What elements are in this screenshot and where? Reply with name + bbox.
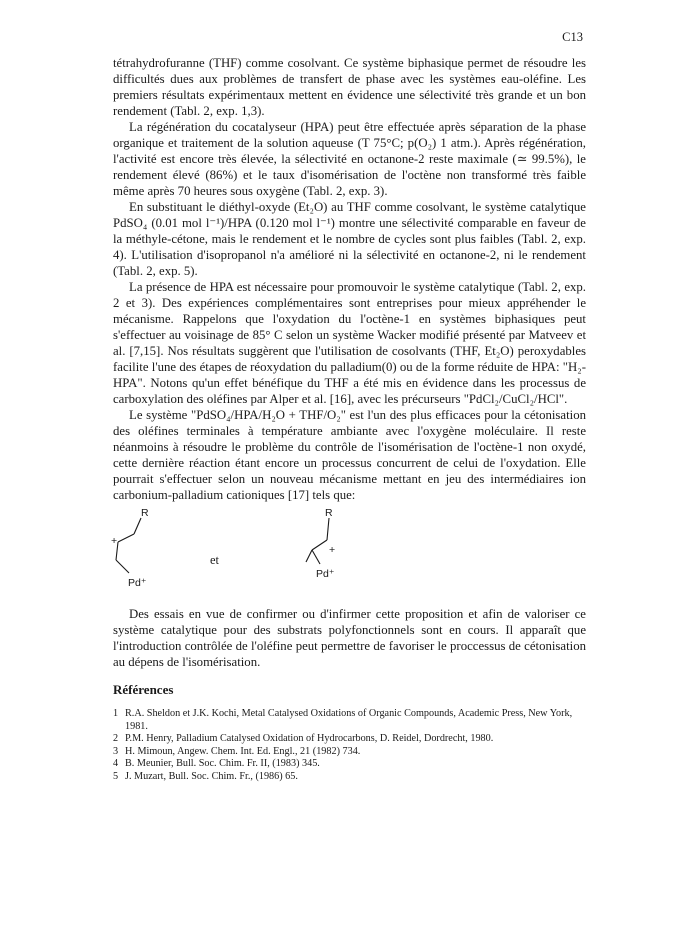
reference-item [113,708,586,733]
right-r-bond [327,518,329,540]
reference-item [113,758,586,771]
left-pd-label: Pd⁺ [128,577,147,589]
reference-item [113,771,586,784]
reference-text: J. Muzart, Bull. Soc. Chim. Fr., (1986) 65. [125,770,298,782]
left-r-label: R [141,507,149,519]
article-body [113,55,586,784]
reference-number: 2 [113,733,119,745]
right-pd-bond [312,550,320,564]
right-left-bond [306,550,312,562]
reference-item [113,733,586,746]
references-heading: Références [113,682,174,697]
paragraph-2: La régénération du cocatalyseur (HPA) peut être effectuée après séparation de la phase organique et traitement de la solution aqueuse (T 75°C; p(O₂) 1 atm.). Après régénération, l'activité est encore très élevée, la sélectivité en octanone-2 reste maximale (≃ 99.5%), le rendement élevé (86%) et le taux d'isomérisation de l'octène non transformé très faible même après 70 heures sous oxygène (Tabl. 2, exp. 3). [113,120,586,198]
paragraph-3: En substituant le diéthyl-oxyde (Et₂O) au THF comme cosolvant, le système catalytique PdSO₄ (0.01 mol l⁻¹)/HPA (0.120 mol l⁻¹) montre une sélectivité comparable en faveur de la méthyle-cétone, mais le rendement et le nombre de cycles sont plus faibles (Tabl. 2, exp. 4). L'utilisation d'isopropanol n'a amélioré ni la sélectivité en octanone-2, ni le rendement (Tabl. 2, exp. 5). [113,200,586,278]
paragraph-5: Le système "PdSO₄/HPA/H₂O + THF/O₂" est l'un des plus efficaces pour la cétonisation des oléfines terminales à température ambiante avec l'oxygène moléculaire. Il reste néanmoins à résoudre le problème du contrôle de l'isomérisation de l'octène-1 non oxydé, cette dernière réaction étant encore un processus concurrent de celui de l'oxydation. Elle pourrait s'effectuer selon un nouveau mécanisme mettant en jeu des intermédiaires ion carbonium-palladium cationiques [17] tels que: [113,408,586,502]
right-pd-label: Pd⁺ [316,568,335,580]
paragraph-4: La présence de HPA est nécessaire pour promouvoir le système catalytique (Tabl. 2, exp. 2 et 3). Des expériences complémentaires sont entreprises pour mieux appréhender le mécanisme. Rappelons que l'oxydation du l'octène-1 en systèmes biphasiques peut s'effectuer au voisinage de 85° C selon un système Wacker modifié présenté par Matveev et al. [7,15]. Nos résultats suggèrent que l'utilisation de cosolvants (THF, Et₂O) peroxydables facilite l'une des étapes de réoxydation du palladium(0) ou de la forme réduite de HPA: "H₂-HPA". Notons qu'un effet bénéfique du THF a été mis en évidence dans les processus de carboxylation des oléfines par Alper et al. [16], avec les précurseurs "PdCl₂/CuCl₂/HCl". [113,280,586,406]
left-pd-bond [116,560,129,573]
paragraph-1: tétrahydrofuranne (THF) comme cosolvant. Ce système biphasique permet de résoudre les difficultés dues aux problèmes de transfert de phase avec les systèmes eau-oléfine. Les premiers résultats expérimentaux mettent en évidence une sélectivité très grande et un bon rendement (Tabl. 2, exp. 1,3). [113,56,586,118]
left-chain-bond [118,534,134,542]
left-plus-label: + [111,535,118,547]
carbonium-palladium-scheme [113,506,586,602]
left-r-bond [134,518,141,534]
reference-number: 5 [113,770,119,782]
paragraph-6: Des essais en vue de confirmer ou d'infirmer cette proposition et afin de valoriser ce système catalytique pour des substrats polyfonctionnels sont en cours. Il apparaît que l'introduction contrôlée de l'oléfine peut permettre de favoriser le proccessus de cétonisation au dépens de l'isomérisation. [113,607,586,669]
reference-text: H. Mimoun, Angew. Chem. Int. Ed. Engl., 21 (1982) 734. [125,745,361,757]
reference-item [113,746,586,759]
right-plus-label: + [329,544,336,556]
chemical-structures-drawing [113,506,586,602]
right-chain-bond [312,540,327,550]
scheme-connector: et [210,553,220,567]
reference-text: B. Meunier, Bull. Soc. Chim. Fr. II, (1983) 345. [125,758,320,770]
reference-list [113,708,586,784]
reference-number: 3 [113,745,119,757]
reference-text: R.A. Sheldon et J.K. Kochi, Metal Catalysed Oxidations of Organic Compounds, Academic Press, New York, 1981. [125,708,573,732]
page-number: C13 [562,30,583,44]
reference-text: P.M. Henry, Palladium Catalysed Oxidation of Hydrocarbons, D. Reidel, Dordrecht, 1980. [125,733,494,745]
reference-number: 4 [113,758,119,770]
reference-number: 1 [113,708,119,719]
right-r-label: R [325,507,333,519]
